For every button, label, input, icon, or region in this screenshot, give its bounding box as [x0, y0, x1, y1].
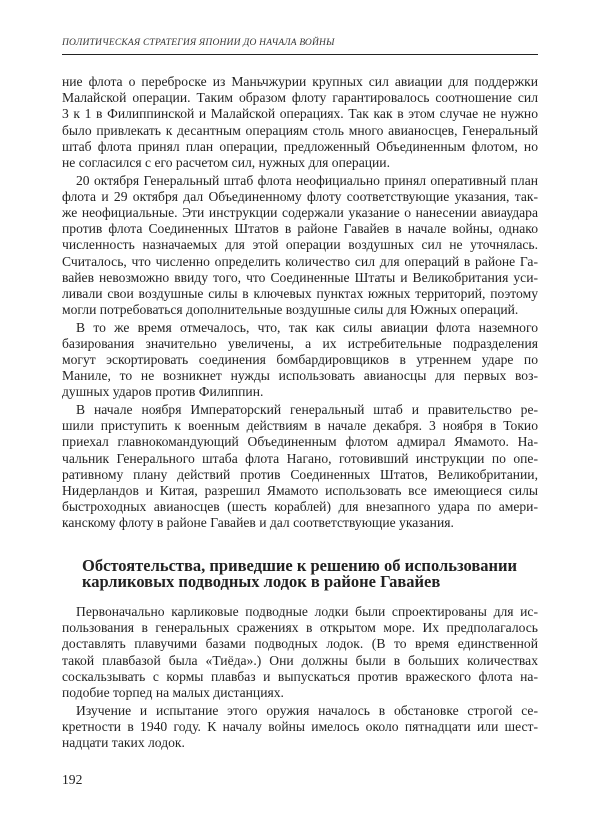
text-line: было привлекать к десантным операциям столь много авианосцев, Генеральный — [62, 122, 538, 138]
section-heading-line: карликовых подводных лодок в районе Гавайев — [82, 572, 441, 591]
text-line: пользования в генеральных сражениях в открытом море. Их предполагалось — [62, 620, 538, 636]
text-line: шили приступить к военным действиям в начале декабря. 3 ноября в Токио — [62, 418, 538, 434]
text-line: штаб флота принял план операции, предложенный Объединенным флотом, но — [62, 138, 538, 154]
text-line: душных ударов против Филиппин. — [62, 384, 264, 400]
text-line: надцати таких лодок. — [62, 734, 185, 750]
text-line: 3 к 1 в Филиппинской и Малайской операциях. Так как в этом случае не нужно — [62, 106, 538, 122]
text-line: Малайской операции. Таким образом флоту гарантировалось соотношение сил — [62, 90, 538, 106]
text-line: доставлять плавучими базами подводных лодок. (В то время единственной — [62, 636, 538, 652]
text-line: 20 октября Генеральный штаб флота неофициально принял оперативный план — [76, 172, 538, 188]
text-line: быстроходных авианосцев (шесть кораблей) для внезапного удара по амери- — [62, 499, 538, 515]
text-line: же неофициальные. Эти инструкции содержали указание о нанесении авиаудара — [62, 204, 538, 220]
section-heading-line: Обстоятельства, приведшие к решению об использовании — [82, 556, 518, 575]
text-line: флота и 29 октября дал Объединенному флоту соответствующие указания, так- — [62, 188, 538, 204]
running-head: ПОЛИТИЧЕСКАЯ СТРАТЕГИЯ ЯПОНИИ ДО НАЧАЛА ВОЙНЫ — [62, 38, 335, 48]
text-line: В то же время отмечалось, что, так как силы авиации флота наземного — [76, 319, 538, 335]
text-line: численность назначаемых для этой операции воздушных сил не уточнялась. — [62, 237, 538, 253]
paragraph — [62, 604, 538, 701]
text-line: соскальзывать с кормы плавбаз и выпускаться против вражеского флота на- — [62, 668, 538, 684]
body-text-top — [62, 74, 538, 533]
text-line: могут эскортировать соединения бомбардировщиков в утреннем ударе по — [62, 352, 538, 368]
paragraph — [62, 74, 538, 171]
text-line: против флота Соединенных Штатов в районе Гавайев в начале войны, однако — [62, 221, 538, 237]
text-line: такой плавбазой была «Тиёда».) Они должны были в больших количествах — [62, 652, 538, 668]
text-line: В начале ноября Императорский генеральный штаб и правительство ре- — [76, 401, 538, 417]
text-line: подобие торпед на малых дистанциях. — [62, 685, 284, 701]
text-line: Первоначально карликовые подводные лодки были спроектированы для ис- — [76, 604, 538, 619]
page-number: 192 — [62, 772, 83, 787]
text-line: Изучение и испытание этого оружия началось в обстановке строгой се- — [76, 702, 538, 718]
text-line: могли потребоваться дополнительные воздушные силы для Южных операций. — [62, 302, 519, 318]
text-line: чальник Генерального штаба флота Нагано, готовивший инструкции по опе- — [62, 450, 538, 466]
text-line: Нидерландов и Китая, разрешил Ямамото использовать все имеющиеся силы — [62, 482, 538, 498]
section-heading — [82, 558, 517, 590]
text-line: Маниле, то не возникнет нужды использовать авианосцы для первых воз- — [62, 368, 538, 384]
text-line: базирования значительно увеличены, а их истребительные подразделения — [62, 335, 538, 351]
text-line: кретности в 1940 году. К началу войны имелось около пятнадцати или шест- — [62, 718, 538, 734]
paragraph — [62, 320, 538, 401]
text-line: приехал главнокомандующий Объединенным флотом адмирал Ямамото. На- — [62, 434, 538, 450]
body-text-bottom — [62, 604, 538, 752]
header-rule — [62, 54, 538, 55]
text-line: ративному плану действий против Соединенных Штатов, Великобритании, — [62, 466, 538, 482]
paragraph — [62, 402, 538, 532]
paragraph — [62, 703, 538, 752]
text-line: Считалось, что численно определить количество сил для операций в районе Га- — [62, 253, 538, 269]
text-line: ние флота о переброске из Маньчжурии крупных сил авиации для поддержки — [62, 74, 538, 89]
text-line: ливали свои воздушные силы в ключевых пунктах южных территорий, поэтому — [62, 285, 538, 301]
paragraph — [62, 173, 538, 319]
text-line: не согласился с его расчетом сил, нужных для операции. — [62, 155, 390, 171]
text-line: канскому флоту в районе Гавайев и дал соответствующие указания. — [62, 515, 454, 531]
text-line: вайев невозможно ввиду того, что Соединенные Штаты и Великобритания уси- — [62, 269, 538, 285]
